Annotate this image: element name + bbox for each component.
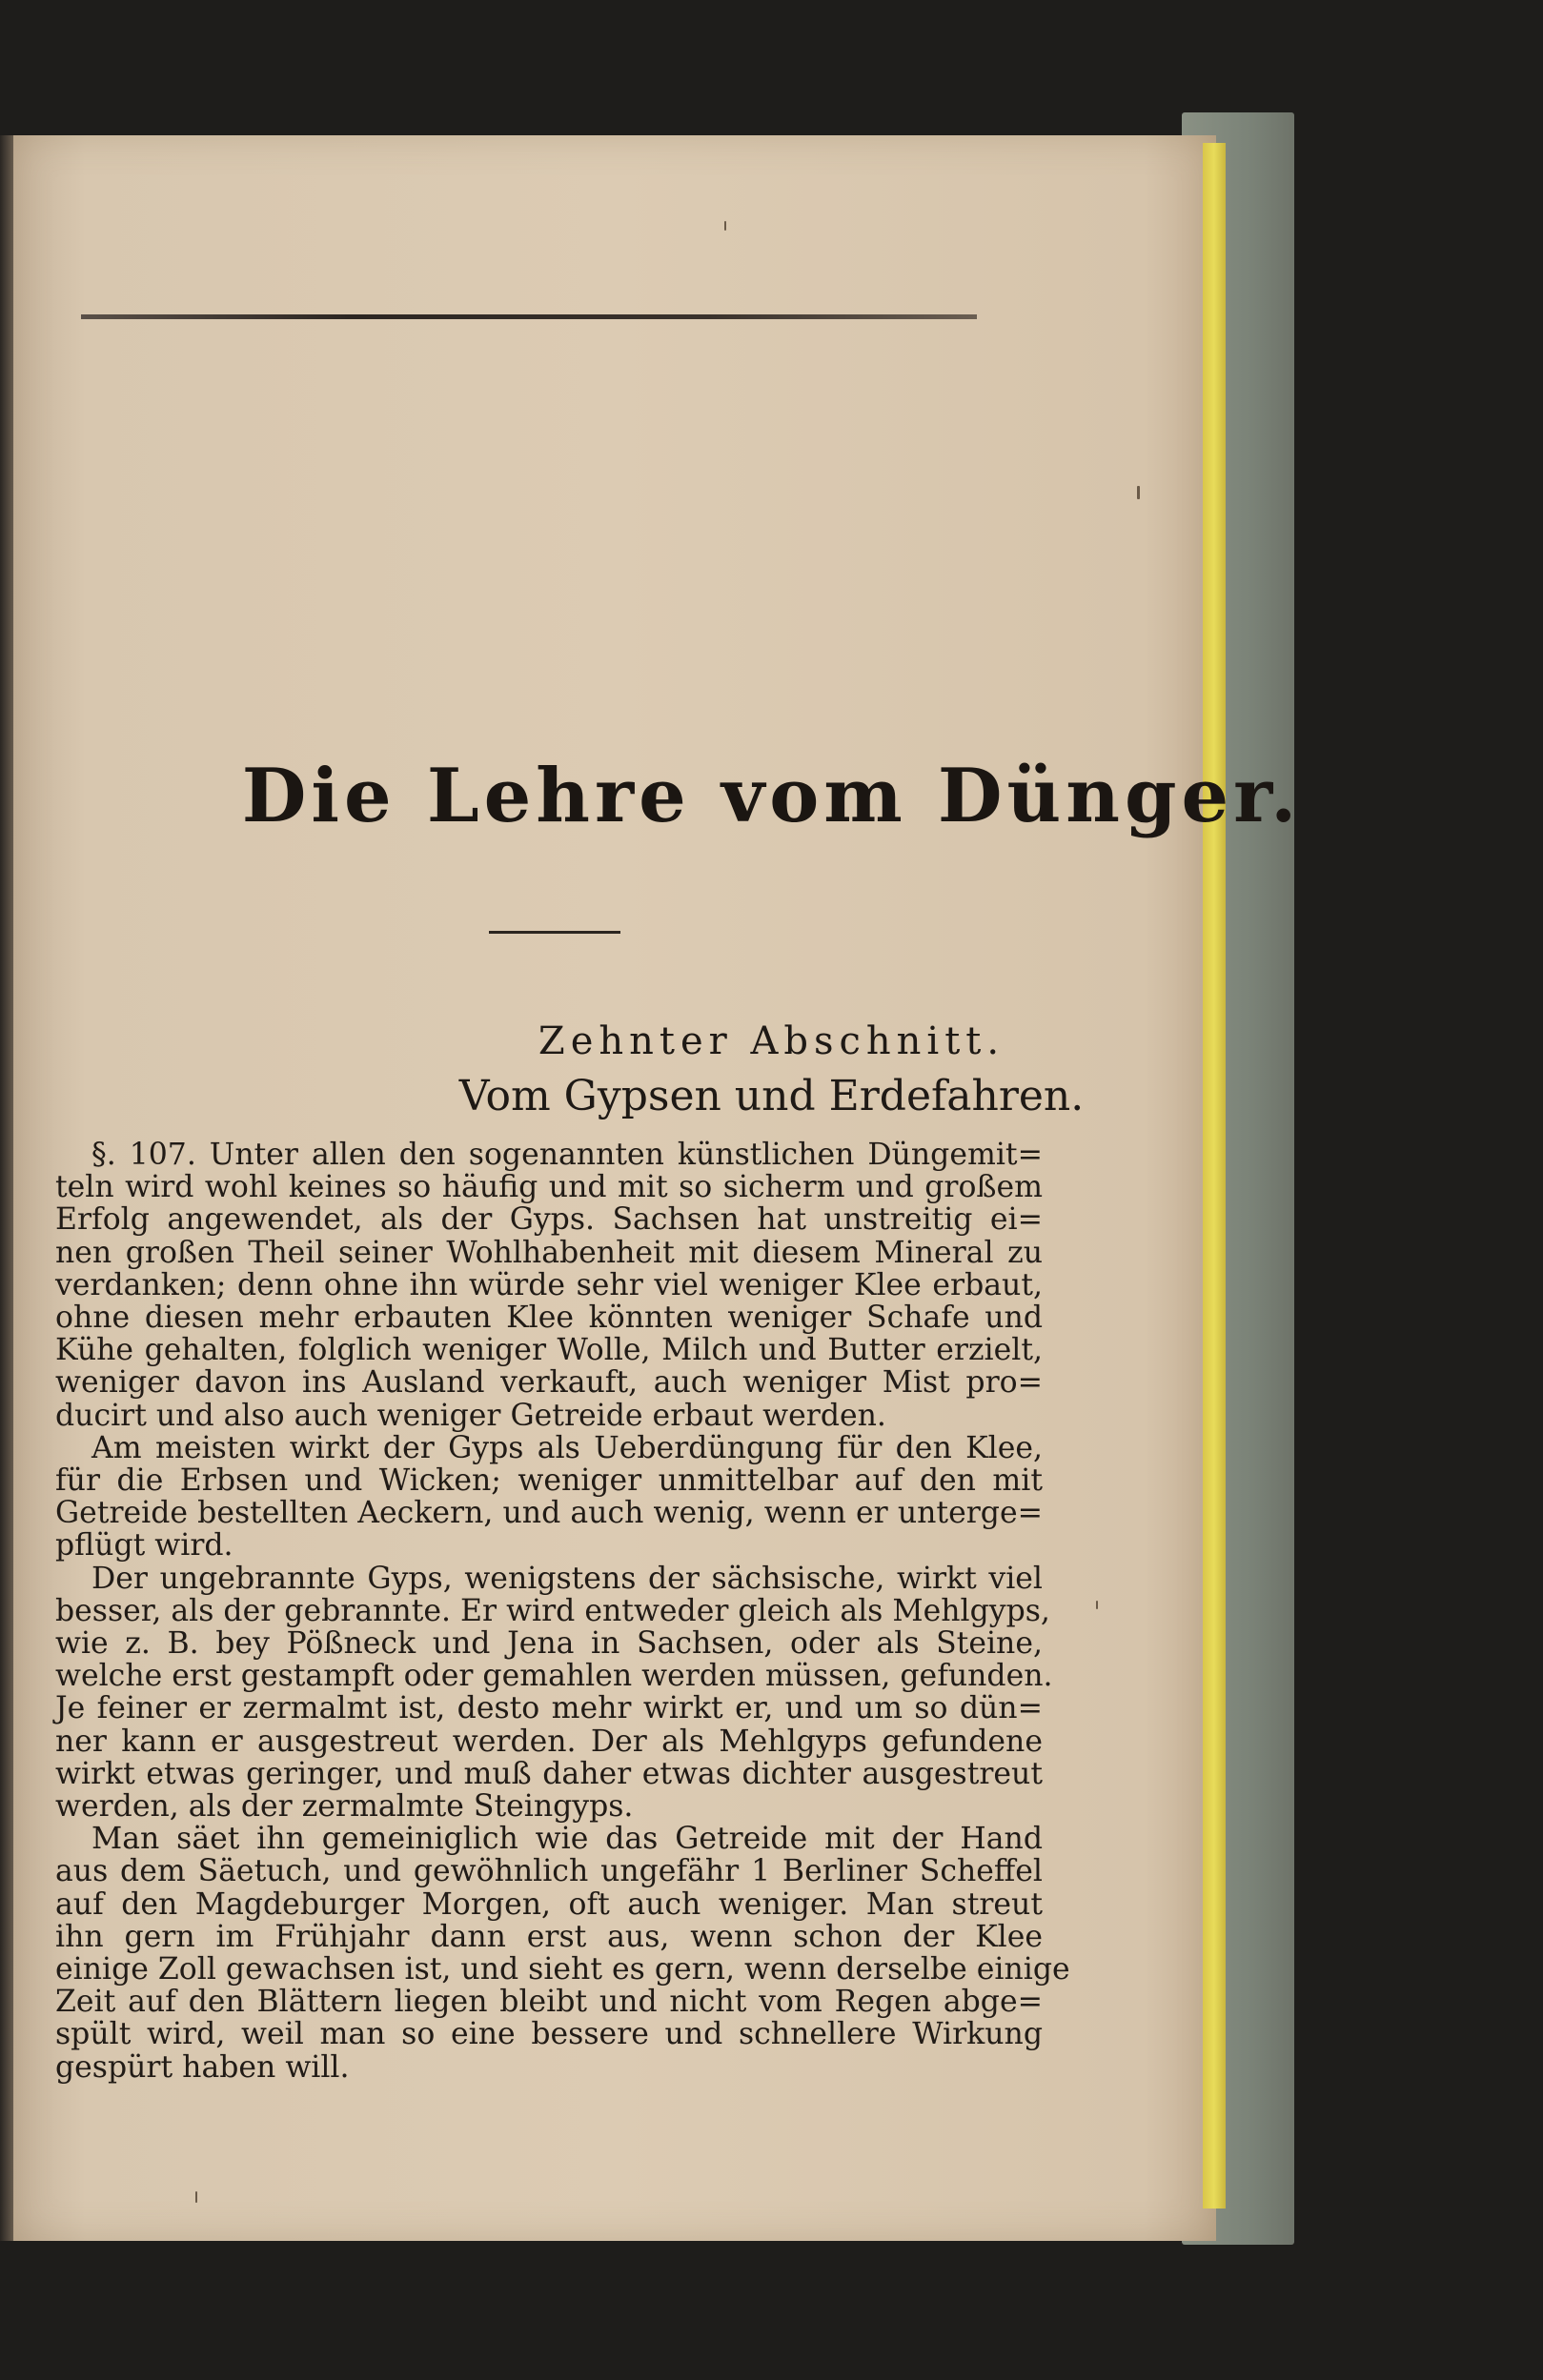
text-line: Je feiner er zermalmt ist, desto mehr wirkt er, und um so dün= (55, 1691, 1043, 1726)
text-line: weniger davon ins Ausland verkauft, auch weniger Mist pro= (55, 1365, 1043, 1401)
paper-speck (1096, 1601, 1098, 1609)
text-line: für die Erbsen und Wicken; weniger unmittelbar auf den mit (55, 1463, 1043, 1499)
text-line: einige Zoll gewachsen ist, und sieht es gern, wenn derselbe einige (55, 1952, 1070, 1987)
text-line: besser, als der gebrannte. Er wird entweder gleich als Mehlgyps, (55, 1593, 1050, 1628)
text-line: auf den Magdeburger Morgen, oft auch weniger. Man streut (55, 1886, 1043, 1922)
paragraph-4 (55, 1822, 1070, 2085)
text-line: teln wird wohl keines so häufig und mit so sicherm und großem (55, 1170, 1043, 1205)
text-line: Getreide bestellten Aeckern, und auch wenig, wenn er unterge= (55, 1496, 1043, 1531)
title-divider (489, 931, 620, 934)
text-line: ducirt und also auch weniger Getreide erbaut werden. (55, 1398, 886, 1433)
text-line: ohne diesen mehr erbauten Klee könnten weniger Schafe und (55, 1301, 1043, 1336)
section-heading: Zehnter Abschnitt. (538, 1019, 1005, 1063)
section-subtitle: Vom Gypsen und Erdefahren. (458, 1072, 1085, 1120)
text-line: ner kann er ausgestreut werden. Der als Mehlgyps gefundene (55, 1724, 1043, 1759)
paragraph-1 (55, 1139, 1043, 1432)
text-line: §. 107. Unter allen den sogenannten künstlichen Düngemit= (91, 1138, 1043, 1172)
text-line: verdanken; denn ohne ihn würde sehr viel weniger Klee erbaut, (55, 1267, 1043, 1302)
text-line: Am meisten wirkt der Gyps als Ueberdüngung für den Klee, (91, 1430, 1043, 1465)
top-decorative-rule (81, 314, 977, 319)
text-line: spült wird, weil man so eine bessere und schnellere Wirkung (55, 2017, 1043, 2052)
text-line: ihn gern im Frühjahr dann erst aus, wenn schon der Klee (55, 1919, 1043, 1954)
paper-speck (195, 2191, 197, 2203)
text-line: werden, als der zermalmte Steingyps. (55, 1789, 634, 1825)
text-line: nen großen Theil seiner Wohlhabenheit mit diesem Mineral zu (55, 1235, 1043, 1270)
text-line: wirkt etwas geringer, und muß daher etwas dichter ausgestreut (55, 1756, 1043, 1791)
paragraph-2 (55, 1432, 1043, 1563)
text-line: pflügt wird. (55, 1528, 233, 1563)
page-title: Die Lehre vom Dünger. (241, 753, 1302, 839)
paragraph-3 (55, 1561, 1053, 1825)
paper-speck (724, 221, 726, 231)
text-line: Erfolg angewendet, als der Gyps. Sachsen hat unstreitig ei= (55, 1202, 1043, 1238)
text-line: Man säet ihn gemeiniglich wie das Getreide mit der Hand (91, 1822, 1043, 1857)
text-line: aus dem Säetuch, und gewöhnlich ungefähr 1 Berliner Scheffel (55, 1854, 1043, 1889)
text-line: Zeit auf den Blättern liegen bleibt und nicht vom Regen abge= (55, 1985, 1043, 2020)
text-line: Der ungebrannte Gyps, wenigstens der sächsische, wirkt viel (91, 1561, 1043, 1596)
paper-speck (1137, 486, 1140, 499)
text-line: Kühe gehalten, folglich weniger Wolle, Milch und Butter erzielt, (55, 1333, 1043, 1368)
page-edge-yellow (1203, 143, 1226, 2209)
text-line: gespürt haben will. (55, 2049, 350, 2085)
text-line: welche erst gestampft oder gemahlen werden müssen, gefunden. (55, 1659, 1053, 1694)
text-line: wie z. B. bey Pößneck und Jena in Sachsen, oder als Steine, (55, 1626, 1043, 1662)
body-text (55, 1138, 1070, 2085)
